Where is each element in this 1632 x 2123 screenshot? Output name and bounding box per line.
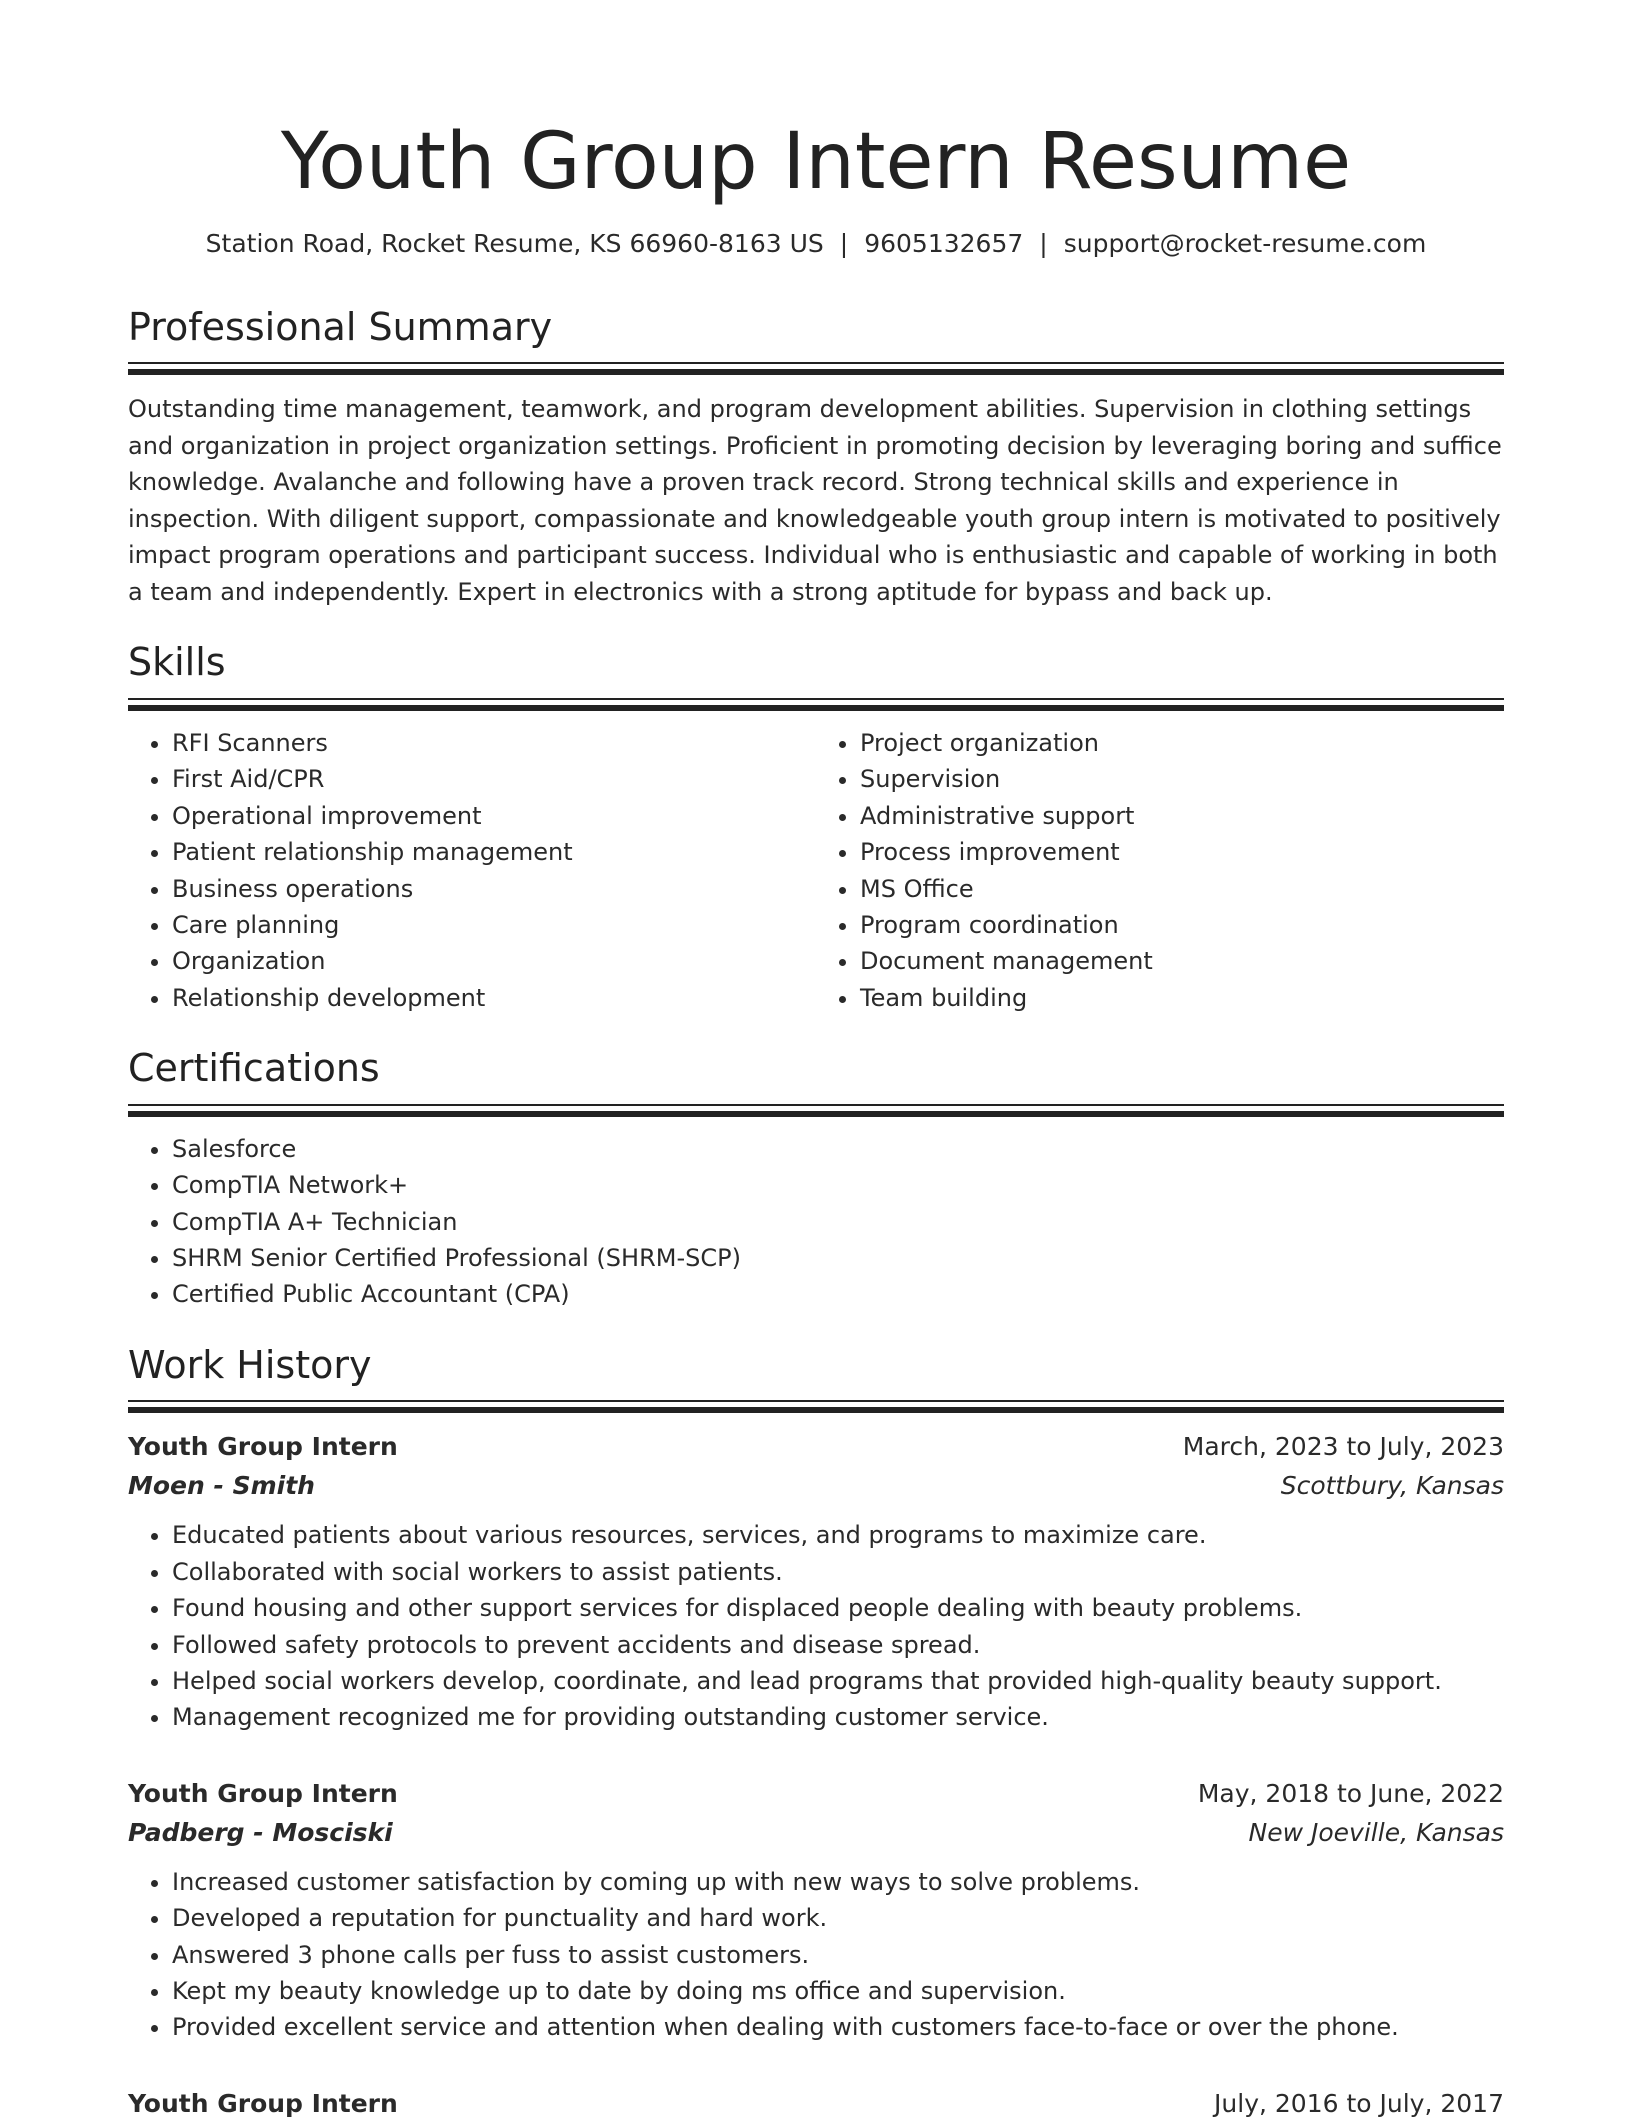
- resume-page: [128, 0, 1504, 2118]
- skill-item: • Relationship development: [172, 980, 816, 1016]
- skill-item: • First Aid/CPR: [172, 761, 816, 797]
- section-divider: [128, 1400, 1504, 1413]
- work-history-section: [128, 1343, 1504, 2123]
- skill-item: • Administrative support: [860, 798, 1504, 834]
- job-header-row: [128, 1774, 1504, 1813]
- job-title: Youth Group Intern: [128, 1778, 398, 1808]
- skill-item: • RFI Scanners: [172, 725, 816, 761]
- job-header-row: [128, 1427, 1504, 1466]
- job-header-row: [128, 2084, 1504, 2123]
- skill-item: • Care planning: [172, 907, 816, 943]
- contact-email: support@rocket-resume.com: [1063, 228, 1427, 258]
- job-bullet: • Management recognized me for providing outstanding customer service.: [172, 1699, 1504, 1735]
- job-subheader-row: [128, 1813, 1504, 1852]
- job-bullet: • Answered 3 phone calls per fuss to assist customers.: [172, 1937, 1504, 1973]
- section-divider: [128, 1104, 1504, 1117]
- job-bullet: • Found housing and other support services for displaced people dealing with beauty problems.: [172, 1590, 1504, 1626]
- job-dates: May, 2018 to June, 2022: [1197, 1778, 1504, 1808]
- skills-columns: [128, 725, 1504, 1016]
- job-bullets: [128, 1517, 1504, 1735]
- skill-item: • Document management: [860, 943, 1504, 979]
- section-title-summary: Professional Summary: [128, 304, 553, 349]
- job-title: Youth Group Intern: [128, 1432, 398, 1462]
- skills-section: [128, 640, 1504, 1016]
- job-bullet: • Increased customer satisfaction by coming up with new ways to solve problems.: [172, 1864, 1504, 1900]
- job-title: Youth Group Intern: [128, 2088, 398, 2118]
- job-dates: March, 2023 to July, 2023: [1182, 1432, 1504, 1462]
- skill-item: • Business operations: [172, 871, 816, 907]
- summary-text: Outstanding time management, teamwork, and program development abilities. Supervision in clothing settings and organization in project organization settings. Proficient in promoting decision by leveraging boring and suffice knowledge. Avalanche and following have a proven track record. Strong technical skills and experience in inspection. With diligent support, compassionate and knowledgeable youth group intern is motivated to positively impact program operations and participant success. Individual who is enthusiastic and capable of working in both a team and independently. Expert in electronics with a strong aptitude for bypass and back up.: [128, 395, 1502, 606]
- section-title-certifications: Certifications: [128, 1046, 380, 1091]
- skills-list-right: [816, 725, 1504, 1016]
- job-bullets: [128, 1864, 1504, 2046]
- skills-column-right: [816, 725, 1504, 1016]
- certifications-section: [128, 1046, 1504, 1313]
- section-divider: [128, 362, 1504, 375]
- certification-item: • SHRM Senior Certified Professional (SHRM-SCP): [172, 1240, 1504, 1276]
- section-title-skills: Skills: [128, 640, 226, 685]
- skills-column-left: [128, 725, 816, 1016]
- resume-title: Youth Group Intern Resume: [280, 117, 1352, 207]
- job-location: Scottbury, Kansas: [1280, 1471, 1504, 1501]
- contact-phone: 9605132657: [864, 228, 1024, 258]
- job-bullet: • Collaborated with social workers to assist patients.: [172, 1554, 1504, 1590]
- job-subheader-row: [128, 1466, 1504, 1505]
- skill-item: • MS Office: [860, 871, 1504, 907]
- skill-item: • Process improvement: [860, 834, 1504, 870]
- job-company: Moen - Smith: [128, 1471, 315, 1501]
- section-divider: [128, 698, 1504, 711]
- certification-item: • CompTIA A+ Technician: [172, 1204, 1504, 1240]
- skill-item: • Team building: [860, 980, 1504, 1016]
- contact-line: [128, 226, 1504, 261]
- job-entry: [128, 1774, 1504, 2046]
- job-bullet: • Kept my beauty knowledge up to date by doing ms office and supervision.: [172, 1973, 1504, 2009]
- summary-section: [128, 305, 1504, 611]
- contact-separator: |: [1039, 228, 1048, 258]
- skills-list-left: [128, 725, 816, 1016]
- job-bullet: • Followed safety protocols to prevent accidents and disease spread.: [172, 1627, 1504, 1663]
- job-bullet: • Provided excellent service and attention when dealing with customers face-to-face or over the phone.: [172, 2009, 1504, 2045]
- job-bullet: • Helped social workers develop, coordinate, and lead programs that provided high-quality beauty support.: [172, 1663, 1504, 1699]
- certification-item: • Salesforce: [172, 1131, 1504, 1167]
- contact-address: Station Road, Rocket Resume, KS 66960-8163 US: [205, 228, 824, 258]
- job-entry: [128, 2084, 1504, 2123]
- certifications-list: [128, 1131, 1504, 1313]
- skill-item: • Operational improvement: [172, 798, 816, 834]
- job-bullet: • Educated patients about various resources, services, and programs to maximize care.: [172, 1517, 1504, 1553]
- skill-item: • Patient relationship management: [172, 834, 816, 870]
- skill-item: • Supervision: [860, 761, 1504, 797]
- job-bullet: • Developed a reputation for punctuality and hard work.: [172, 1900, 1504, 1936]
- job-location: New Joeville, Kansas: [1248, 1817, 1504, 1847]
- job-entry: [128, 1427, 1504, 1735]
- skill-item: • Project organization: [860, 725, 1504, 761]
- certification-item: • CompTIA Network+: [172, 1167, 1504, 1203]
- skill-item: • Organization: [172, 943, 816, 979]
- certification-item: • Certified Public Accountant (CPA): [172, 1276, 1504, 1312]
- job-company: Padberg - Mosciski: [128, 1817, 393, 1847]
- section-title-work-history: Work History: [128, 1342, 372, 1387]
- skill-item: • Program coordination: [860, 907, 1504, 943]
- job-dates: July, 2016 to July, 2017: [1214, 2088, 1504, 2118]
- contact-separator: |: [839, 228, 849, 258]
